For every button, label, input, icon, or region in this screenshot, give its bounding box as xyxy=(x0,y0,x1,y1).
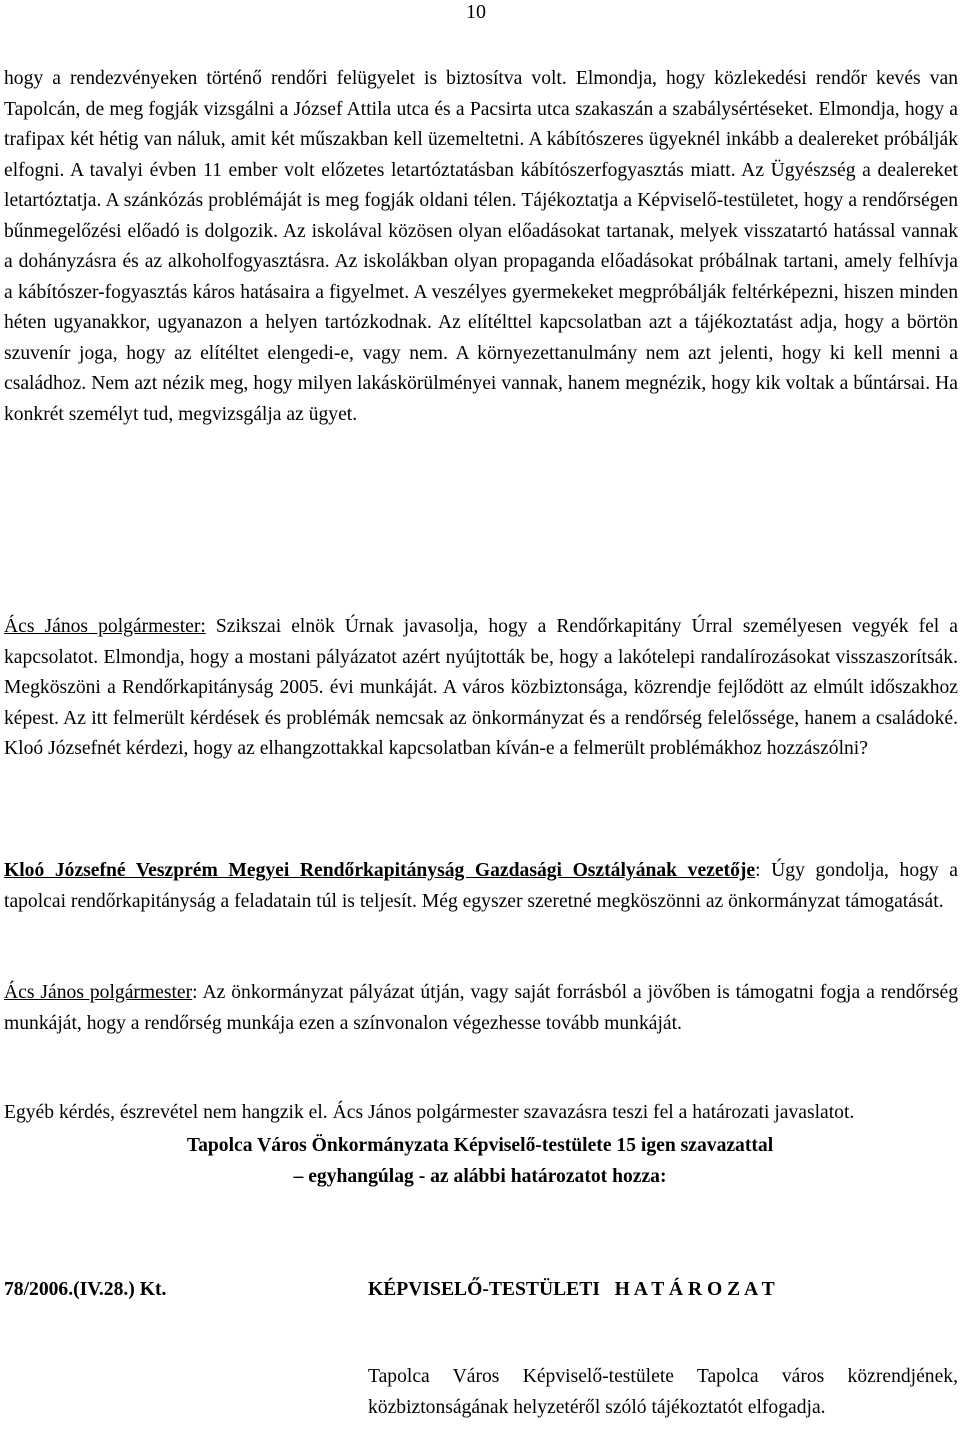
paragraph-vote-call xyxy=(4,1098,958,1129)
paragraph-mayor-statement xyxy=(4,612,958,765)
paragraph-text: hogy a rendezvényeken történő rendőri felügyelet is biztosítva volt. Elmondja, hogy közlekedési rendőr kevés van Tapolcán, de meg fogják vizsgálni a József Attila utca és a Pacsirta utca szakaszán a szabálysértéseket. Elmondja, hogy a trafipax két hétig van náluk, amit két műszakban kell üzemeltetni. A kábítószeres ügyeknél inkább a dealereket próbálják elfogni. A tavalyi évben 11 ember volt előzetes letartóztatásban kábítószerfogyasztás miatt. Az Ügyészség a dealereket letartóztatja. A szánkózás problémáját is meg fogják oldani télen. Tájékoztatja a Képviselő-testületet, hogy a rendőrségen bűnmegelőzési előadó is dolgozik. Az iskolával közösen olyan előadásokat tartanak, melyek visszatartó hatással vannak a dohányzásra és az alkoholfogyasztásra. Az iskolákban olyan propaganda előadásokat próbálnak tartani, amely felhívja a kábítószer-fogyasztás káros hatásaira a figyelmet. A veszélyes gyermekeket megpróbálják feltérképezni, hiszen minden héten ugyanakkor, ugyanazon a helyen tartózkodnak. Az elítélttel kapcsolatban azt a tájékoztatást adja, hogy a börtön szuvenír joga, hogy az elítéltet elengedi-e, vagy nem. A környezettanulmány nem azt jelenti, hogy ki kell menni a családhoz. Nem azt nézik meg, hogy milyen lakáskörülményei vannak, hanem megnézik, hogy kik voltak a bűntársai. Ha konkrét személyt tud, megvizsgálja az ügyet. xyxy=(4,68,958,425)
paragraph-text: : Az önkormányzat pályázat útján, vagy saját forrásból a jövőben is támogatni fogja a rendőrség munkáját, hogy a rendőrség munkája ezen a színvonalon végezhesse tovább munkáját. xyxy=(4,982,958,1034)
speaker-name: Ács János polgármester xyxy=(4,982,193,1003)
paragraph-mayor-closing xyxy=(4,978,958,1039)
paragraph-kloo-statement xyxy=(4,856,958,917)
decision-intro xyxy=(0,1131,960,1192)
speaker-name: Ács János polgármester: xyxy=(4,616,206,637)
paragraph-text: : Úgy gondolja, hogy a tapolcai rendőrkapitányság a feladatain túl is teljesít. Még egyszer szeretné megköszönni az önkormányzat támogatását. xyxy=(4,860,958,912)
page-number: 10 xyxy=(466,1,486,23)
paragraph-text: Szikszai elnök Úrnak javasolja, hogy a Rendőrkapitány Úrral személyesen vegyék fel a kapcsolatot. Elmondja, hogy a mostani pályázatot azért nyújtották be, hogy a lakótelepi randalírozásokat visszaszorítsák. Megköszöni a Rendőrkapitányság 2005. évi munkáját. A város közbiztonsága, közrendje fejlődött az elmúlt időszakhoz képest. Az itt felmerült kérdések és problémák nemcsak az önkormányzat és a rendőrség felelőssége, hanem a családoké. Kloó Józsefnét kérdezi, hogy az elhangzottakkal kapcsolatban kíván-e a felmerült problémákhoz hozzászólni? xyxy=(4,616,958,759)
paragraph-text: Egyéb kérdés, észrevétel nem hangzik el. Ács János polgármester szavazásra teszi fel a határozati javaslatot. xyxy=(4,1102,855,1123)
resolution-title: KÉPVISELŐ-TESTÜLETI H A T Á R O Z A T xyxy=(368,1279,775,1300)
paragraph-police-report xyxy=(4,64,958,430)
speaker-name: Kloó Józsefné Veszprém Megyei Rendőrkapitányság Gazdasági Osztályának vezetője xyxy=(4,860,756,881)
decision-intro-line-1: Tapolca Város Önkormányzata Képviselő-testülete 15 igen szavazattal xyxy=(186,1135,774,1156)
resolution-text: Tapolca Város Képviselő-testülete Tapolca város közrendjének, közbiztonságának helyzetéről szóló tájékoztatót elfogadja. xyxy=(368,1366,958,1418)
resolution-number: 78/2006.(IV.28.) Kt. xyxy=(4,1279,167,1300)
decision-intro-line-2: – egyhangúlag - az alábbi határozatot hozza: xyxy=(293,1165,667,1187)
